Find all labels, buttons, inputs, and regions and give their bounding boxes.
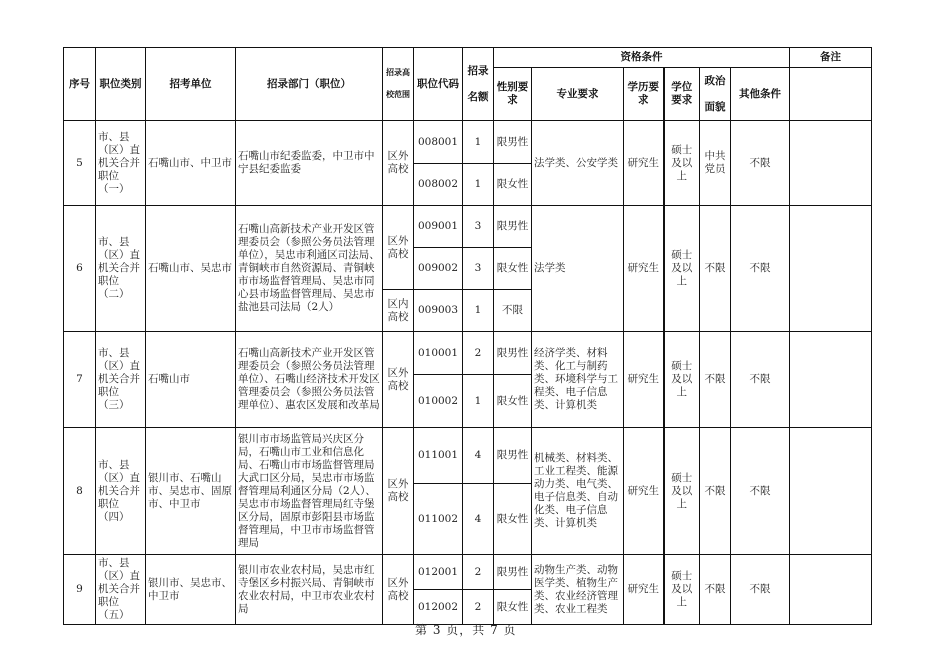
education-cell: 研究生 <box>624 428 664 555</box>
job-code-cell: 010001 <box>414 332 463 375</box>
category-cell: 市、县（区）直机关合并职位（三） <box>96 332 146 428</box>
header-quota-line1: 招录 <box>467 65 489 77</box>
remarks-cell <box>790 555 872 625</box>
other-cell: 不限 <box>731 428 790 555</box>
header-education: 学历要求 <box>624 68 664 121</box>
gender-cell: 不限 <box>494 290 532 332</box>
other-cell: 不限 <box>731 332 790 428</box>
school-scope-cell: 区外高校 <box>383 206 414 290</box>
quota-cell: 4 <box>463 428 494 484</box>
other-cell: 不限 <box>731 121 790 206</box>
header-seq: 序号 <box>64 48 96 121</box>
header-political <box>700 68 731 121</box>
quota-cell: 3 <box>463 206 494 248</box>
quota-cell: 2 <box>463 332 494 375</box>
department-cell: 银川市农业农村局，吴忠市红寺堡区乡村振兴局、青铜峡市农业农村局，中卫市农业农村局 <box>236 555 383 625</box>
quota-cell: 1 <box>463 164 494 206</box>
seq-cell: 9 <box>64 555 96 625</box>
seq-cell: 5 <box>64 121 96 206</box>
table-row <box>64 206 872 248</box>
quota-cell: 2 <box>463 555 494 590</box>
gender-cell: 限女性 <box>494 248 532 290</box>
department-cell: 石嘴山高新技术产业开发区管理委员会（参照公务员法管理单位）、石嘴山经济技术开发区管理委员会（参照公务员法管理单位）、惠农区发展和改革局 <box>236 332 383 428</box>
job-code-cell: 009001 <box>414 206 463 248</box>
other-cell: 不限 <box>731 555 790 625</box>
education-cell: 研究生 <box>624 332 664 428</box>
degree-cell: 硕士及以上 <box>664 332 700 428</box>
degree-cell: 硕士及以上 <box>664 428 700 555</box>
header-school-scope-line1: 招录高 <box>386 68 410 77</box>
gender-cell: 限女性 <box>494 375 532 428</box>
political-cell: 不限 <box>700 555 731 625</box>
header-gender: 性别要求 <box>494 68 532 121</box>
gender-cell: 限女性 <box>494 484 532 555</box>
education-cell: 研究生 <box>624 121 664 206</box>
header-remarks-sub <box>790 68 872 121</box>
header-department: 招录部门（职位） <box>236 48 383 121</box>
table-row <box>64 555 872 590</box>
major-cell: 动物生产类、动物医学类、植物生产类、农业经济管理类、农业工程类 <box>532 555 624 625</box>
job-code-cell: 010002 <box>414 375 463 428</box>
major-cell: 法学类、公安学类 <box>532 121 624 206</box>
job-code-cell: 012002 <box>414 590 463 625</box>
table-row <box>64 332 872 375</box>
category-cell: 市、县（区）直机关合并职位（二） <box>96 206 146 332</box>
header-job-code: 职位代码 <box>414 48 463 121</box>
gender-cell: 限女性 <box>494 590 532 625</box>
seq-cell: 7 <box>64 332 96 428</box>
education-cell: 研究生 <box>624 555 664 625</box>
school-scope-cell: 区外高校 <box>383 121 414 206</box>
gender-cell: 限男性 <box>494 428 532 484</box>
education-cell: 研究生 <box>624 206 664 332</box>
gender-cell: 限男性 <box>494 332 532 375</box>
school-scope-cell: 区外高校 <box>383 428 414 555</box>
degree-cell: 硕士及以上 <box>664 206 700 332</box>
category-cell: 市、县（区）直机关合并职位（五） <box>96 555 146 625</box>
degree-cell: 硕士及以上 <box>664 121 700 206</box>
remarks-cell <box>790 332 872 428</box>
header-degree: 学位要求 <box>664 68 700 121</box>
category-cell: 市、县（区）直机关合并职位（一） <box>96 121 146 206</box>
seq-cell: 6 <box>64 206 96 332</box>
major-cell: 机械类、材料类、工业工程类、能源动力类、电气类、电子信息类、自动化类、电子信息类、计算机类 <box>532 428 624 555</box>
department-cell: 银川市市场监管局兴庆区分局，石嘴山市工业和信息化局、石嘴山市市场监督管理局大武口区分局，吴忠市市场监督管理局利通区分局（2人）、吴忠市市场监督管理局红寺堡区分局，固原市彭阳县市场监督管理局，中卫市市场监督管理局 <box>236 428 383 555</box>
header-unit: 招考单位 <box>146 48 236 121</box>
political-cell: 不限 <box>700 428 731 555</box>
gender-cell: 限女性 <box>494 164 532 206</box>
header-other: 其他条件 <box>731 68 790 121</box>
unit-cell: 银川市、吴忠市、中卫市 <box>146 555 236 625</box>
quota-cell: 4 <box>463 484 494 555</box>
major-cell: 法学类 <box>532 206 624 332</box>
header-remarks: 备注 <box>790 48 872 68</box>
header-quota-line2: 名额 <box>467 91 489 103</box>
header-qualifications: 资格条件 <box>494 48 790 68</box>
political-cell: 中共党员 <box>700 121 731 206</box>
recruitment-table <box>63 47 872 625</box>
quota-cell: 1 <box>463 290 494 332</box>
department-cell: 石嘴山高新技术产业开发区管理委员会（参照公务员法管理单位），吴忠市利通区司法局、青铜峡市自然资源局、青铜峡市市场监督管理局、吴忠市同心县市场监督管理局、吴忠市盐池县司法局（2人） <box>236 206 383 332</box>
header-quota <box>463 48 494 121</box>
other-cell: 不限 <box>731 206 790 332</box>
page-footer: 第 3 页，共 7 页 <box>415 623 517 637</box>
header-political-line1: 政治 <box>704 75 726 87</box>
header-major: 专业要求 <box>532 68 624 121</box>
header-school-scope <box>383 48 414 121</box>
degree-cell: 硕士及以上 <box>664 555 700 625</box>
quota-cell: 2 <box>463 590 494 625</box>
unit-cell: 石嘴山市、吴忠市 <box>146 206 236 332</box>
header-job-category: 职位类别 <box>96 48 146 121</box>
job-code-cell: 012001 <box>414 555 463 590</box>
job-code-cell: 008001 <box>414 121 463 164</box>
quota-cell: 1 <box>463 375 494 428</box>
political-cell: 不限 <box>700 332 731 428</box>
header-political-line2: 面貌 <box>704 101 726 113</box>
unit-cell: 石嘴山市、中卫市 <box>146 121 236 206</box>
school-scope-cell: 区外高校 <box>383 332 414 428</box>
quota-cell: 1 <box>463 121 494 164</box>
category-cell: 市、县（区）直机关合并职位（四） <box>96 428 146 555</box>
unit-cell: 银川市、石嘴山市、吴忠市、固原市、中卫市 <box>146 428 236 555</box>
table-row <box>64 121 872 164</box>
gender-cell: 限男性 <box>494 121 532 164</box>
school-scope-cell: 区外高校 <box>383 555 414 625</box>
job-code-cell: 009002 <box>414 248 463 290</box>
political-cell: 不限 <box>700 206 731 332</box>
table-row <box>64 428 872 484</box>
job-code-cell: 011001 <box>414 428 463 484</box>
job-code-cell: 011002 <box>414 484 463 555</box>
quota-cell: 3 <box>463 248 494 290</box>
remarks-cell <box>790 121 872 206</box>
remarks-cell <box>790 428 872 555</box>
gender-cell: 限男性 <box>494 206 532 248</box>
school-scope-cell: 区内高校 <box>383 290 414 332</box>
major-cell: 经济学类、材料类、化工与制药类、环境科学与工程类、电子信息类、计算机类 <box>532 332 624 428</box>
remarks-cell <box>790 206 872 332</box>
seq-cell: 8 <box>64 428 96 555</box>
job-code-cell: 009003 <box>414 290 463 332</box>
job-code-cell: 008002 <box>414 164 463 206</box>
unit-cell: 石嘴山市 <box>146 332 236 428</box>
department-cell: 石嘴山市纪委监委，中卫市中宁县纪委监委 <box>236 121 383 206</box>
header-row-1 <box>64 48 872 68</box>
gender-cell: 限男性 <box>494 555 532 590</box>
header-school-scope-line2: 校范围 <box>386 90 410 99</box>
